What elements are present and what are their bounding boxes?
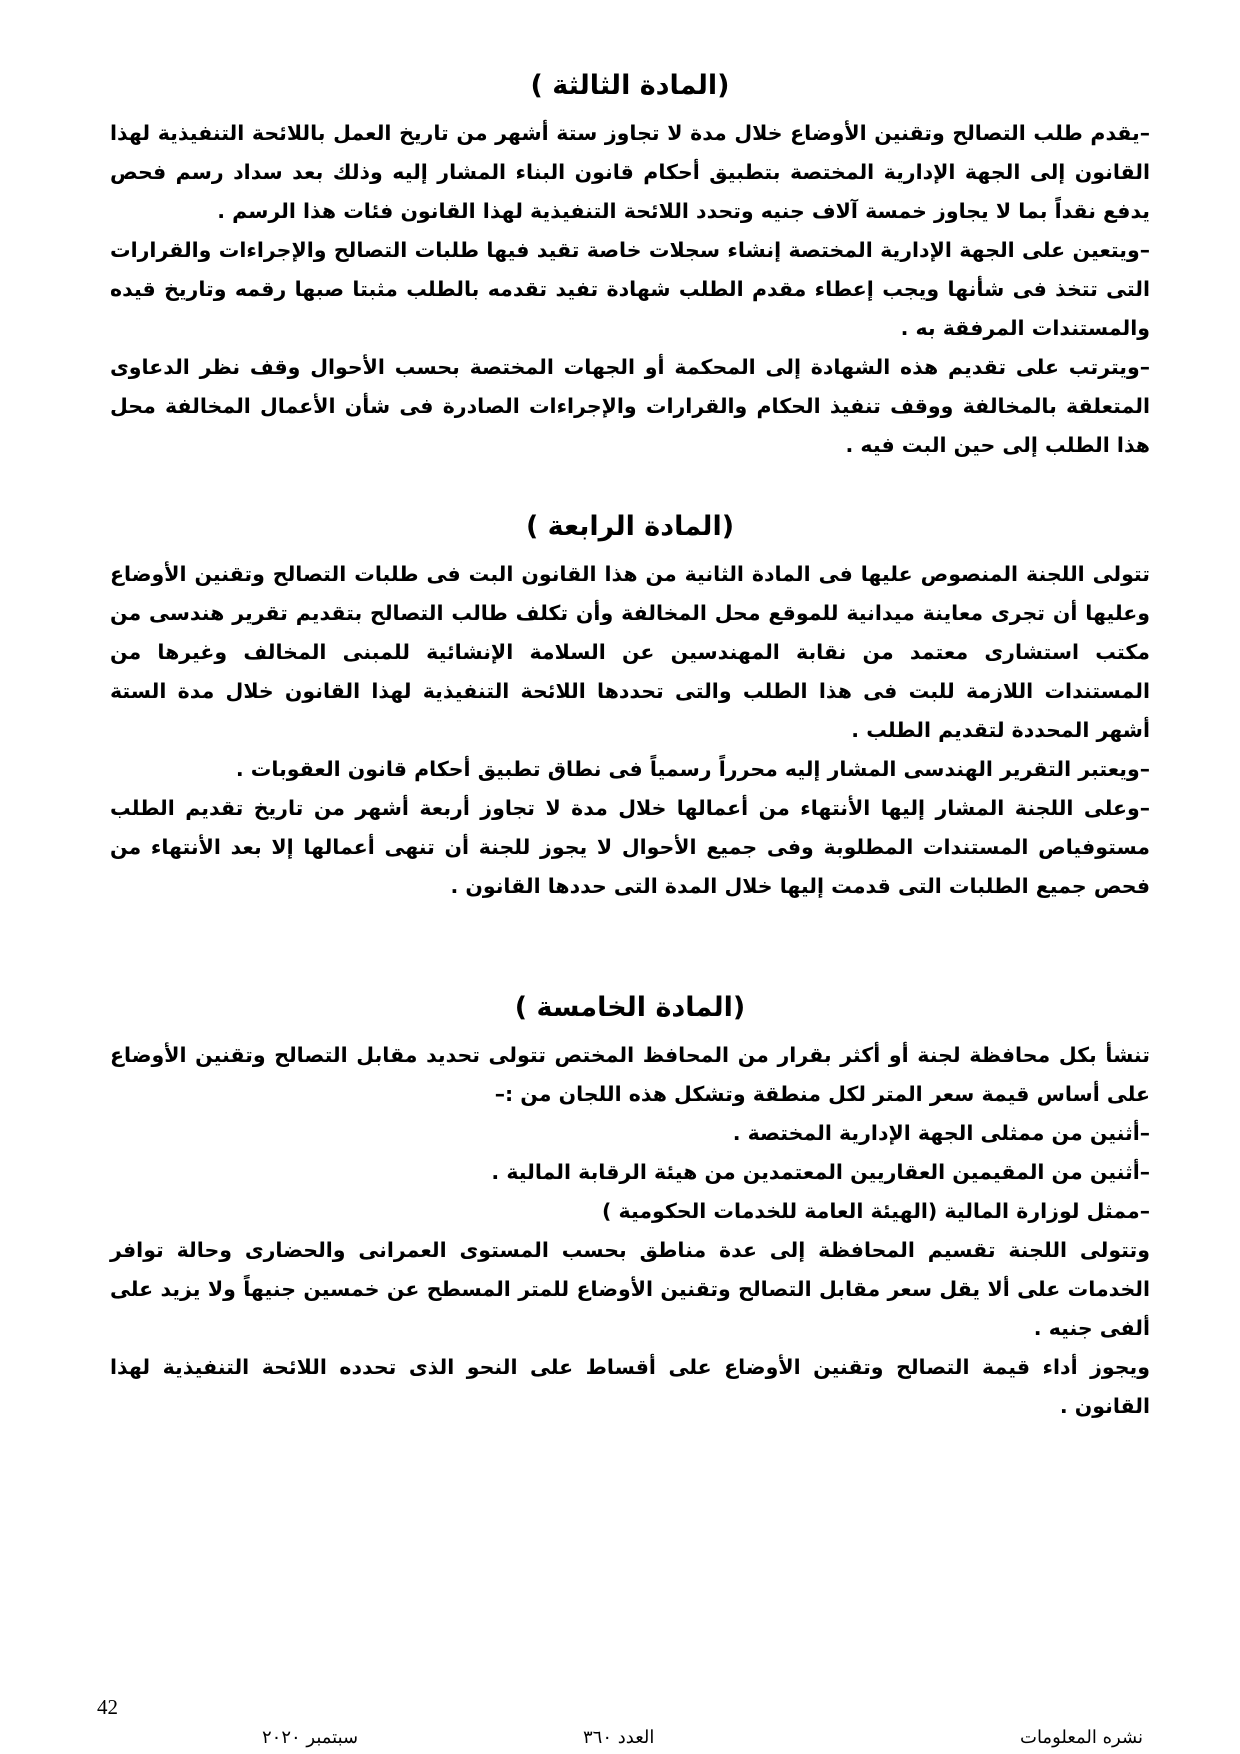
article-paragraph: تنشأ بكل محافظة لجنة أو أكثر بقرار من المحافظ المختص تتولى تحديد مقابل التصالح وتقنين الأوضاع على أساس قيمة سعر المتر لكل منطقة وتشكل هذه اللجان من :– [110, 1043, 1150, 1106]
article-paragraph: وتتولى اللجنة تقسيم المحافظة إلى عدة مناطق بحسب المستوى العمرانى والحضارى وحالة توافر الخدمات على ألا يقل سعر مقابل التصالح وتقنين الأوضاع للمتر المسطح عن خمسين جنيهاً ولا يزيد على ألفى جنيه . [110, 1238, 1150, 1340]
article-four [110, 503, 1150, 906]
article-paragraph: –ويعتبر التقرير الهندسى المشار إليه محرراً رسمياً فى نطاق تطبيق أحكام قانون العقوبات . [235, 757, 1150, 781]
footer-issue-number: العدد ٣٦٠ [583, 1727, 655, 1748]
article-paragraph: ويجوز أداء قيمة التصالح وتقنين الأوضاع على أقساط على النحو الذى تحدده اللائحة التنفيذية لهذا القانون . [110, 1355, 1150, 1418]
article-paragraph: –وعلى اللجنة المشار إليها الأنتهاء من أعمالها خلال مدة لا تجاوز أربعة أشهر من تاريخ تقديم الطلب مستوفياص المستندات المطلوبة وفى جميع الأحوال لا يجوز للجنة أن تنهى أعمالها إلا بعد الأنتهاء من فحص جميع الطلبات التى قدمت إليها خلال المدة التى حددها القانون . [110, 796, 1150, 898]
article-three [110, 62, 1150, 465]
article-paragraph: –ويترتب على تقديم هذه الشهادة إلى المحكمة أو الجهات المختصة بحسب الأحوال وقف نظر الدعاوى المتعلقة بالمخالفة ووقف تنفيذ الحكام والقرارات والإجراءات الصادرة فى شأن الأعمال المخالفة محل هذا الطلب إلى حين البت فيه . [110, 355, 1150, 457]
article-paragraph: –أثنين من ممثلى الجهة الإدارية المختصة . [732, 1121, 1150, 1145]
article-heading: (المادة الثالثة ) [530, 70, 730, 101]
footer-date: سبتمبر ٢٠٢٠ [262, 1727, 359, 1748]
article-heading: (المادة الرابعة ) [525, 511, 735, 542]
article-heading: (المادة الخامسة ) [514, 992, 746, 1023]
article-paragraph: –ممثل لوزارة المالية (الهيئة العامة للخدمات الحكومية ) [602, 1199, 1150, 1223]
article-paragraph: –أثنين من المقيمين العقاريين المعتمدين من هيئة الرقابة المالية . [491, 1160, 1150, 1184]
article-paragraph: تتولى اللجنة المنصوص عليها فى المادة الثانية من هذا القانون البت فى طلبات التصالح وتقنين الأوضاع وعليها أن تجرى معاينة ميدانية للموقع محل المخالفة وأن تكلف طالب التصالح بتقديم تقرير هندسى من مكتب استشارى معتمد من نقابة المهندسين عن السلامة الإنشائية للمبنى المخالف وغيرها من المستندات اللازمة للبت فى هذا الطلب والتى تحددها اللائحة التنفيذية لهذا القانون خلال مدة الستة أشهر المحددة لتقديم الطلب . [110, 562, 1150, 742]
article-five [110, 984, 1150, 1426]
document-body [110, 62, 1150, 1426]
article-paragraph: –يقدم طلب التصالح وتقنين الأوضاع خلال مدة لا تجاوز ستة أشهر من تاريخ العمل باللائحة التنفيذية لهذا القانون إلى الجهة الإدارية المختصة بتطبيق أحكام قانون البناء المشار إليه وذلك بعد سداد رسم فحص يدفع نقداً بما لا يجاوز خمسة آلاف جنيه وتحدد اللائحة التنفيذية لهذا القانون فئات هذا الرسم . [110, 121, 1150, 223]
page-footer [0, 1695, 1240, 1754]
page-number: 42 [97, 1695, 118, 1719]
article-paragraph: –ويتعين على الجهة الإدارية المختصة إنشاء سجلات خاصة تقيد فيها طلبات التصالح والإجراءات والقرارات التى تتخذ فى شأنها ويجب إعطاء مقدم الطلب شهادة تفيد تقدمه بالطلب مثبتا صبها رقمه وتاريخ قيده والمستندات المرفقة به . [110, 238, 1150, 340]
footer-publication-name: نشره المعلومات [1020, 1727, 1144, 1748]
